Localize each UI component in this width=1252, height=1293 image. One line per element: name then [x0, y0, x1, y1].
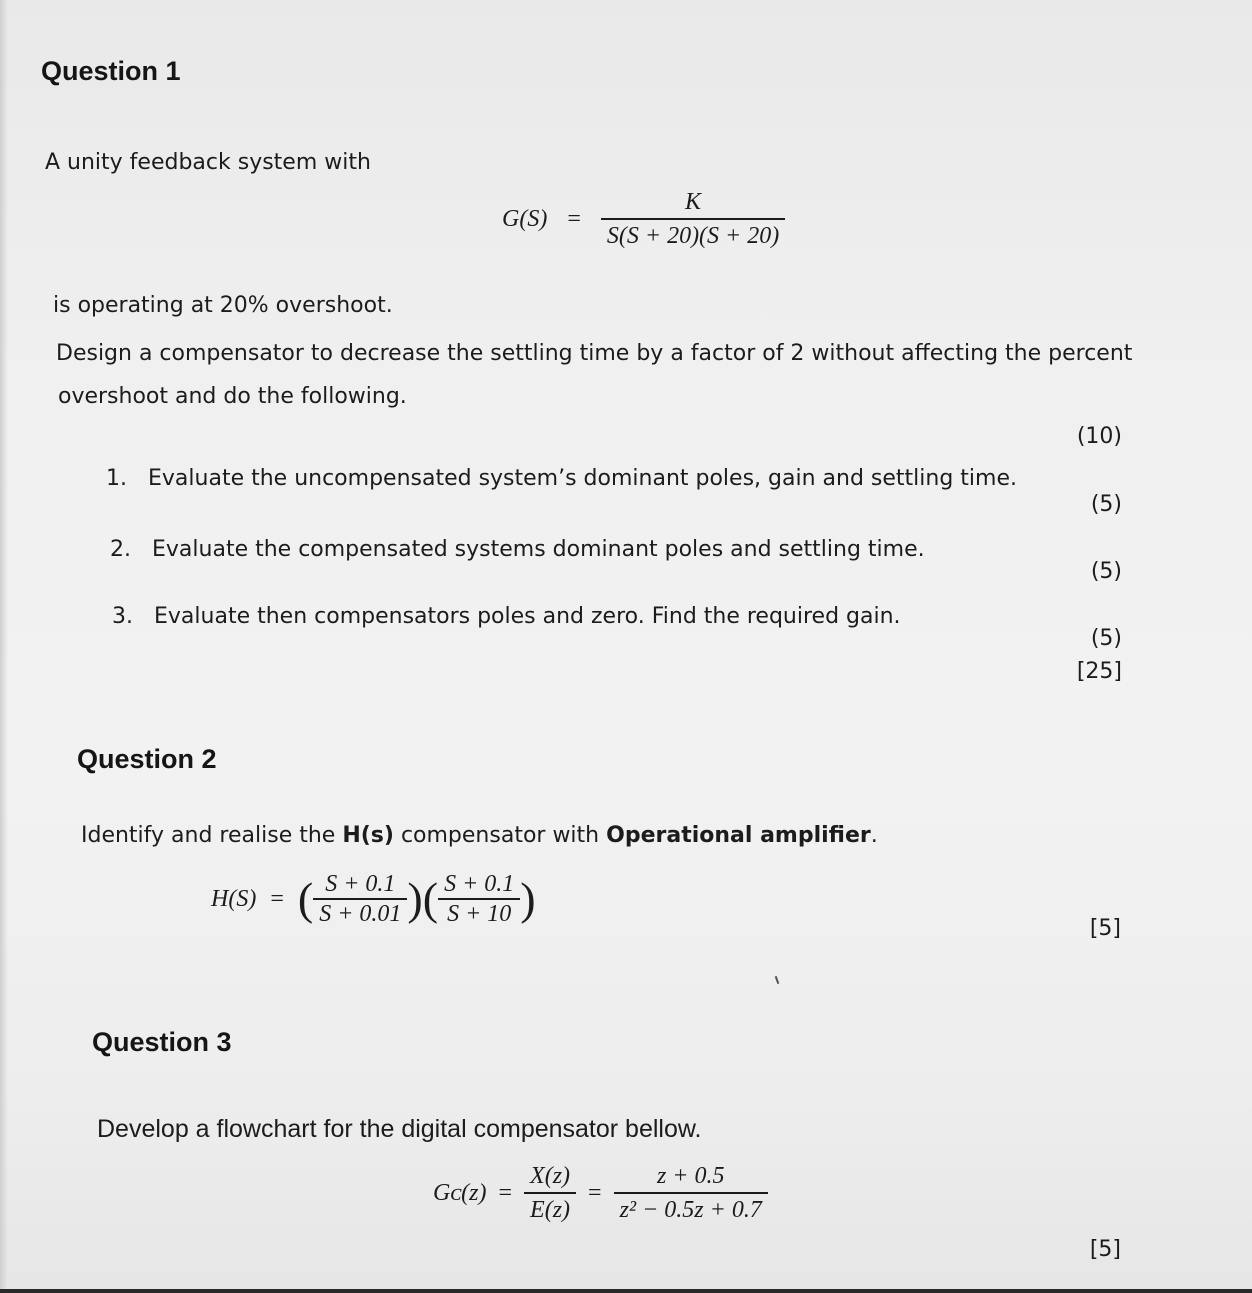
h-lhs: H(S) — [211, 886, 257, 912]
item-mark: (5) — [1090, 626, 1122, 651]
transfer-function-gc — [433, 1164, 768, 1222]
h-f2-numerator: S + 0.1 — [438, 872, 520, 900]
item-number: 1. — [106, 466, 127, 491]
stray-mark — [775, 976, 780, 984]
g-numerator: K — [601, 190, 785, 220]
list-item — [106, 466, 1017, 491]
list-item — [112, 604, 901, 629]
item-number: 3. — [112, 604, 133, 629]
design-instruction-line-1: Design a compensator to decrease the settling time by a factor of 2 without affecting the percent — [56, 341, 1133, 366]
gc-fraction-2 — [614, 1164, 768, 1222]
question-3-mark: [5] — [1089, 1237, 1121, 1262]
gc-f1-numerator: X(z) — [524, 1164, 576, 1194]
right-paren-icon: ) — [407, 873, 423, 924]
gc-lhs: Gᴄ(z) — [433, 1180, 487, 1206]
left-paren-icon: ( — [422, 873, 439, 924]
g-equals: = — [567, 206, 581, 232]
page-shadow — [0, 0, 8, 1293]
question-1-intro: A unity feedback system with — [45, 150, 371, 175]
transfer-function-g — [502, 190, 785, 248]
gc-equals-1: = — [498, 1180, 513, 1206]
right-paren-icon: ) — [520, 873, 536, 924]
h-f1-numerator: S + 0.1 — [313, 872, 407, 900]
question-3-instruction: Develop a flowchart for the digital compensator bellow. — [97, 1115, 702, 1143]
g-lhs: G(S) — [502, 206, 548, 232]
g-fraction — [601, 190, 785, 248]
item-text: Evaluate then compensators poles and zero. Find the required gain. — [154, 604, 901, 629]
h-equals: = — [270, 886, 284, 912]
item-mark: (5) — [1090, 492, 1122, 517]
left-paren-icon: ( — [297, 873, 314, 924]
instruction-text: compensator with — [393, 823, 607, 848]
page-bottom-edge — [0, 1289, 1252, 1293]
question-2-heading: Question 2 — [77, 744, 217, 774]
op-amp-label: Operational amplifier — [606, 823, 871, 848]
h-fraction-2 — [438, 872, 520, 926]
h-fraction-1 — [313, 872, 407, 926]
transfer-function-h — [211, 872, 536, 926]
h-f1-denominator: S + 0.01 — [319, 901, 402, 927]
gc-fraction-1 — [524, 1164, 576, 1222]
item-text: Evaluate the compensated systems dominant poles and settling time. — [152, 537, 925, 562]
question-3-heading: Question 3 — [92, 1027, 232, 1057]
item-mark: (5) — [1090, 559, 1122, 584]
item-number: 2. — [110, 537, 131, 562]
question-1-total-mark: [25] — [1076, 659, 1122, 684]
h-of-s-label: H(s) — [342, 823, 394, 848]
instruction-text: Identify and realise the — [81, 823, 343, 848]
gc-f2-numerator: z + 0.5 — [614, 1164, 768, 1194]
gc-equals-2: = — [588, 1180, 602, 1206]
design-instruction-line-2: overshoot and do the following. — [58, 384, 407, 409]
marks-total-q1-part: (10) — [1076, 424, 1122, 449]
operating-condition: is operating at 20% overshoot. — [53, 293, 393, 318]
gc-f1-denominator: E(z) — [530, 1197, 571, 1223]
question-2-mark: [5] — [1089, 916, 1121, 941]
item-text: Evaluate the uncompensated system’s dominant poles, gain and settling time. — [148, 466, 1017, 491]
question-2-instruction — [81, 823, 878, 848]
gc-f2-denominator: z² − 0.5z + 0.7 — [619, 1197, 762, 1223]
question-1-heading: Question 1 — [41, 56, 181, 86]
list-item — [110, 537, 925, 562]
g-denominator: S(S + 20)(S + 20) — [606, 223, 780, 249]
instruction-text: . — [870, 823, 878, 848]
h-f2-denominator: S + 10 — [447, 901, 512, 927]
